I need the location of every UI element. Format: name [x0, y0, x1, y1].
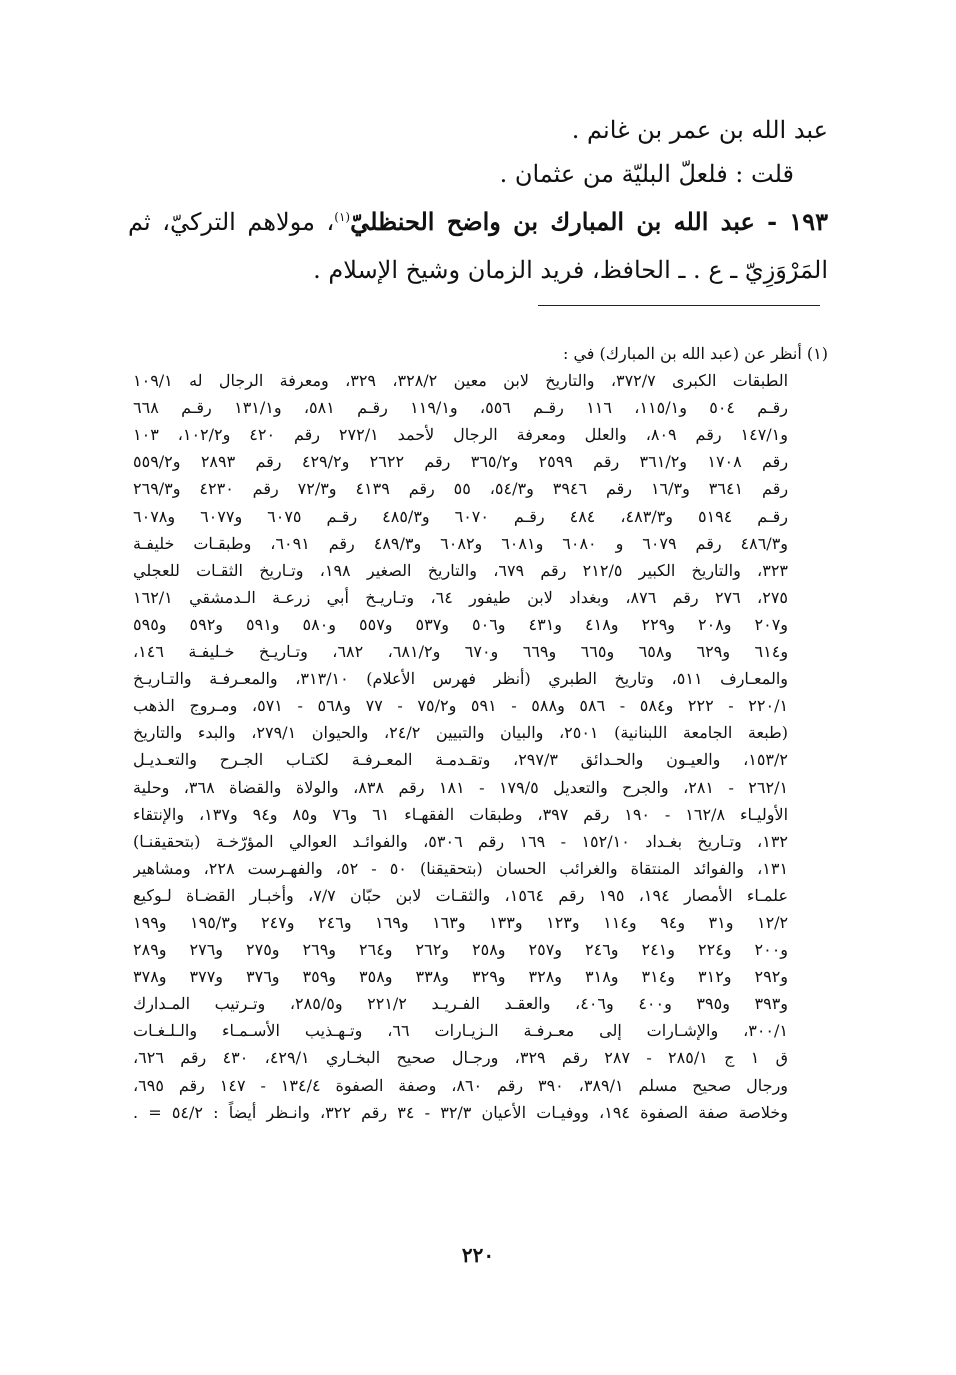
footnote-line: (طبعة الجامعة اللبنانية) ٢٥٠١، والبيان والتبيين ٢٤/٢، والحيوان ٢٧٩/١، والبدء والتاريخ	[133, 723, 788, 743]
footnote-line: ٢٦٢/١ - ٢٨١، والجرح والتعديل ١٧٩/٥ - ١٨١ رقم ٨٣٨، والولاة والقضاة ٣٦٨، وحلية	[133, 777, 789, 797]
main-text-line-1: عبد الله بن عمر بن غانم .	[571, 116, 828, 144]
footnote-line: و٣٩٣ و٣٩٥ و٤٠٠ و٤٠٦، والعقـد الفـريـد ٢٢١/٢ و٢٨٥/٥، وتـرتيب المـدارك	[133, 994, 789, 1014]
footnote-line: ١٣٢، وتـاريخ بغـداد ١٥٢/١٠ - ١٦٩ رقم ٥٣٠٦، والفوائـد العوالي المؤرّخـة (بتحقيقنـا)	[133, 831, 789, 851]
footnotes	[133, 340, 828, 1126]
footnote-line: و١٤٧/١ رقم ٨٠٩، والعلل ومعرفة الرجال لأحمد ٢٧٢/١ رقم ٤٢٠ و١٠٢/٢، ١٠٣	[133, 425, 788, 445]
footnote-line: والمعـارف ٥١١، وتاريخ الطبري (أنظر فهرس الأعلام) ٣١٣/١٠، والمعـرفـة والتـاريـخ	[133, 669, 789, 689]
entry-line-2: المَرْوَزِيّ ـ ع . ـ الحافظ، فريد الزمان وشيخ الإسلام .	[313, 256, 828, 284]
footnote-line: و٢٠٠ و٢٢٤ و٢٤١ و٢٤٦ و٢٥٧ و٢٥٨ و٢٦٢ و٢٦٤ و٢٦٩ و٢٧٥ و٢٧٦ و٢٨٩	[133, 940, 789, 960]
footnote-line: ٣٢٣، والتاريخ الكبير ٢١٢/٥ رقم ٦٧٩، والتاريخ الصغير ١٩٨، وتـاريخ الثقـات للعجلي	[133, 560, 788, 580]
footnote-line: الأوليـاء ١٦٢/٨ - ١٩٠ رقم ٣٩٧، وطبقات الفقهـاء ٦١ و٧٦ و٨٥ و٩٤ و١٣٧، والإنتقاء	[133, 804, 789, 824]
footnote-line: ٣٠٠/١، والإشـارات إلى معـرفـة الـزيـارات ٦٦، وتـهـذيب الأسـمـاء والـلـغـات	[133, 1021, 788, 1041]
page-number: ٢٢٠	[461, 1243, 495, 1267]
main-text	[128, 108, 828, 196]
footnote-line: و٦١٤ و٦٢٩ و٦٥٨ و٦٦٥ و٦٦٩ و٦٧٠ و٦٨١/٢، ٦٨٢، وتـاريـخ خـليفـة ١٤٦،	[133, 642, 789, 662]
footnote-line: رقـم ٥١٩٤ و٤٨٣/٣، ٤٨٤ رقـم ٦٠٧٠ و٤٨٥/٣ رقـم ٦٠٧٥ و٦٠٧٧ و٦٠٧٨	[133, 506, 789, 526]
footnote-line: رقـم ٥٠٤ و١١٥/١، ١١٦ رقـم ٥٥٦، و١١٩/١ رقـم ٥٨١، و١٣١/١ رقـم ٦٦٨	[133, 398, 789, 418]
footnote-line: و٢٩٢ و٣١٢ و٣١٤ و٣١٨ و٣٢٨ و٣٢٩ و٣٣٨ و٣٥٨ و٣٥٩ و٣٧٦ و٣٧٧ و٣٧٨	[133, 967, 789, 987]
footnote-line: رقم ٣٦٤١ و١٦/٣ رقم ٣٩٤٦ و٥٤/٣، ٥٥ رقم ٤١٣٩ و٧٢/٣ رقم ٤٢٣٠ و٢٦٩/٣	[133, 479, 789, 499]
footnote-line: ق ١ ج ٢٨٥/١ - ٢٨٧ رقم ٣٢٩، ورجـال صحيح البخـاري ٤٢٩/١، ٤٣٠ رقم ٦٢٦،	[133, 1048, 789, 1068]
entry-title: ١٩٣ - عبد الله بن المبارك بن واضح الحنظليّ	[350, 207, 828, 236]
main-text-line-2: قلت : فلعلّ البليّة من عثمان .	[499, 160, 794, 188]
entry-line-1	[128, 198, 828, 246]
footnote-line: و٤٨٦/٣ رقم ٦٠٧٩ و ٦٠٨٠ و٦٠٨١ و٦٠٨٢ و٤٨٩/٣ رقم ٦٠٩١، وطبقـات خليفـة	[133, 533, 789, 553]
footnote-line: وخلاصة صفة الصفوة ١٩٤، ووفيـات الأعيان ٣٢/٣ - ٣٤ رقم ٣٢٢، وانـظر أيضاً : ٥٤/٢ = .	[133, 1102, 788, 1122]
footnote-separator	[538, 305, 820, 306]
footnote-line: ١٣١، والفوائد المنتقاة والغرائب الحسان (بتحقيقنا) ٥٠ - ٥٢، والفهـرست ٢٢٨، ومشاهير	[133, 858, 789, 878]
footnote-line: ١٥٣/٢، والعيـون والحـدائق ٢٩٧/٣، وتقـدمـة المعـرفـة لكتـاب الجـرح والتعـديـل	[133, 750, 788, 770]
footnote-line: الطبقات الكبرى ٣٧٢/٧، والتاريخ لابن معين ٣٢٨/٢، ٣٢٩، ومعرفة الرجال له ١٠٩/١	[133, 371, 789, 391]
entry-line-1-rest: ، مولاهم التركيّ، ثم	[128, 208, 335, 236]
footnote-line: و٢٠٧ و٢٠٨ و٢٢٩ و٤١٨ و٤٣١ و٥٠٦ و٥٣٧ و٥٥٧ و٥٨٠ و٥٩١ و٥٩٢ و٥٩٥	[133, 614, 789, 634]
footnote-line: (١) أنظر عن (عبد الله بن المبارك) في :	[562, 344, 828, 363]
footnote-line: ٢٧٥، ٢٧٦ رقم ٨٧٦، وبغداد لابن طيفور ٦٤، وتـاريـخ أبي زرعـة الـدمشقي ١٦٢/١	[133, 587, 788, 607]
footnote-line: علمـاء الأمصار ١٩٤، ١٩٥ رقم ١٥٦٤، والثقـات لابن حبّان ٧/٧، وأخبـار القضـاة لـوكيع	[133, 885, 789, 905]
footnote-line: ١٢/٢ و٣١ و٩٤ و١١٤ و١٢٣ و١٣٣ و١٦٣ و١٦٩ و٢٤٦ و٢٤٧ و١٩٥/٣ و١٩٩	[133, 912, 789, 932]
footnote-reference[interactable]: (١)	[334, 210, 351, 224]
footnote-line: رقم ١٧٠٨ و٣٦١/٢ رقم ٢٥٩٩ و٣٦٥/٢ رقم ٢٦٢٢ و٤٢٩/٢ رقم ٢٨٩٣ و٥٥٩/٢	[133, 452, 789, 472]
biography-entry	[128, 198, 828, 294]
footnote-line: ورجال صحيح مسلم ٣٨٩/١، ٣٩٠ رقم ٨٦٠، وصفة الصفوة ١٣٤/٤ - ١٤٧ رقم ٦٩٥،	[133, 1075, 789, 1095]
footnote-line: ٢٢٠/١ - ٢٢٢ و٥٨٤ - ٥٨٦ و٥٨٨ - ٥٩١ و٧٥/٢ - ٧٧ و٥٦٨ - ٥٧١، ومـروج الذهب	[133, 696, 789, 716]
footnote-marker: (١)	[806, 344, 828, 363]
